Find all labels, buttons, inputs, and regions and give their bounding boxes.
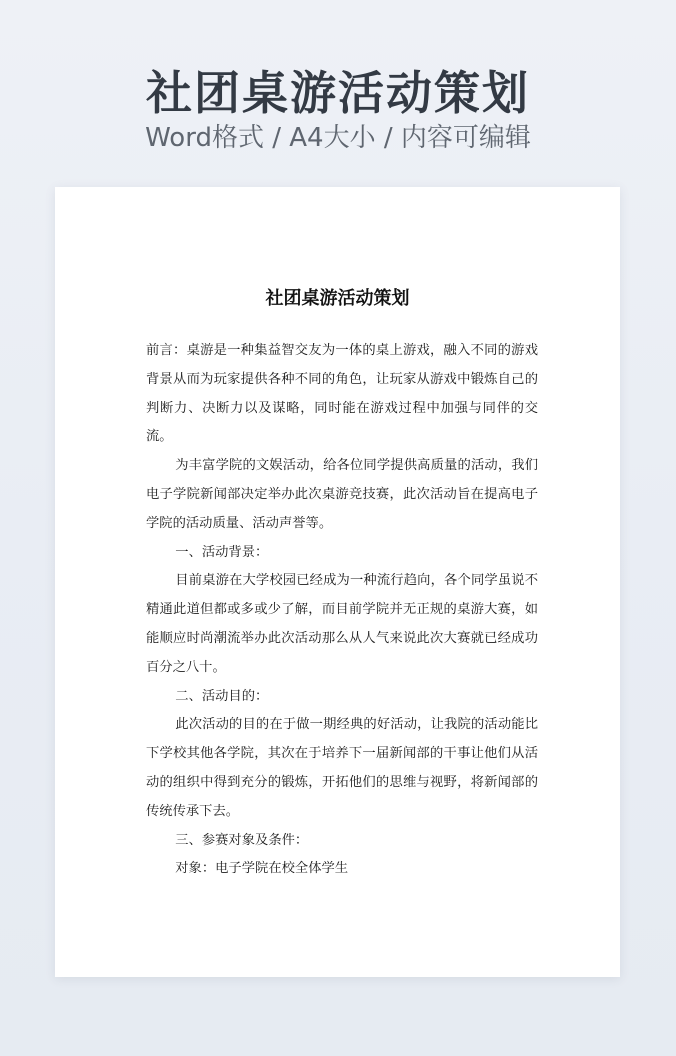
banner-subtitle: Word格式 / A4大小 / 内容可编辑	[145, 123, 531, 153]
paragraph-preface: 前言：桌游是一种集益智交友为一体的桌上游戏，融入不同的游戏背景从而为玩家提供各种不同的角色，让玩家从游戏中锻炼自己的判断力、决断力以及谋略，同时能在游戏过程中加强与同伴的交流。	[146, 343, 538, 445]
document-page	[55, 187, 620, 977]
paragraph-objective: 此次活动的目的在于做一期经典的好活动，让我院的活动能比下学校其他各学院，其次在于培养下一届新闻部的干事让他们从活动的组织中得到充分的锻炼，开拓他们的思维与视野，将新闻部的传统传承下去。	[146, 717, 538, 819]
document-title: 社团桌游活动策划	[265, 288, 410, 309]
heading-background: 一、活动背景：	[175, 544, 269, 560]
banner-title: 社团桌游活动策划	[146, 66, 530, 120]
paragraph-participants: 对象：电子学院在校全体学生	[175, 861, 349, 877]
document-body	[146, 337, 538, 884]
paragraph-background: 目前桌游在大学校园已经成为一种流行趋向，各个同学虽说不精通此道但都或多或少了解，而目前学院并无正规的桌游大赛，如能顺应时尚潮流举办此次活动那么从人气来说此次大赛就已经成功百分之八十。	[146, 573, 538, 675]
heading-objective: 二、活动目的：	[175, 688, 269, 704]
heading-participants: 三、参赛对象及条件：	[175, 832, 309, 848]
paragraph-purpose-intro: 为丰富学院的文娱活动，给各位同学提供高质量的活动，我们电子学院新闻部决定举办此次桌游竞技赛，此次活动旨在提高电子学院的活动质量、活动声誉等。	[146, 458, 538, 531]
